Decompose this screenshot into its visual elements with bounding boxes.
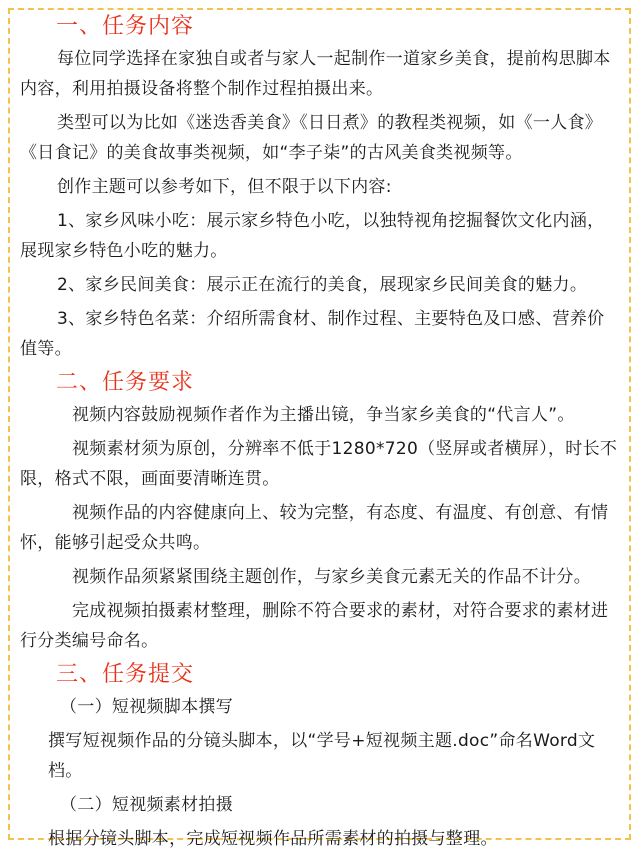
- list-item: 2、家乡民间美食：展示正在流行的美食，展现家乡民间美食的魅力。: [57, 275, 588, 295]
- subheading-script-writing: （一）短视频脚本撰写: [60, 697, 233, 717]
- subheading-footage-shooting: （二）短视频素材拍摄: [60, 795, 233, 815]
- paragraph: 根据分镜头脚本，完成短视频作品所需素材的拍摄与整理。: [48, 829, 498, 849]
- paragraph: 视频素材须为原创，分辨率不低于1280*720（竖屏或者横屏），时长不限，格式不限，画面要清晰连贯。: [20, 439, 618, 489]
- paragraph: 完成视频拍摄素材整理，删除不符合要求的素材，对符合要求的素材进行分类编号命名。: [20, 601, 609, 651]
- paragraph: 创作主题可以参考如下，但不限于以下内容:: [57, 177, 392, 197]
- paragraph: 每位同学选择在家独自或者与家人一起制作一道家乡美食，提前构思脚本内容，利用拍摄设备将整个制作过程拍摄出来。: [20, 49, 611, 99]
- section-heading-task-submission: 三、任务提交: [56, 662, 195, 687]
- section-heading-task-requirements: 二、任务要求: [56, 370, 195, 395]
- list-item: 3、家乡特色名菜：介绍所需食材、制作过程、主要特色及口感、营养价值等。: [20, 309, 605, 359]
- paragraph: 视频作品须紧紧围绕主题创作，与家乡美食元素无关的作品不计分。: [72, 567, 591, 587]
- paragraph: 撰写短视频作品的分镜头脚本，以“学号+短视频主题.doc”命名Word文档。: [48, 731, 596, 781]
- paragraph: 类型可以为比如《迷迭香美食》《日日煮》的教程类视频，如《一人食》《日食记》的美食故事类视频，如“李子柒”的古风美食类视频等。: [20, 113, 603, 163]
- document-body: [20, 12, 620, 854]
- paragraph: 视频作品的内容健康向上、较为完整，有态度、有温度、有创意、有情怀，能够引起受众共鸣。: [20, 503, 609, 553]
- list-item: 1、家乡风味小吃：展示家乡特色小吃，以独特视角挖掘餐饮文化内涵，展现家乡特色小吃的魅力。: [20, 211, 605, 261]
- paragraph: 视频内容鼓励视频作者作为主播出镜，争当家乡美食的“代言人”。: [72, 405, 575, 425]
- section-heading-task-content: 一、任务内容: [56, 14, 195, 39]
